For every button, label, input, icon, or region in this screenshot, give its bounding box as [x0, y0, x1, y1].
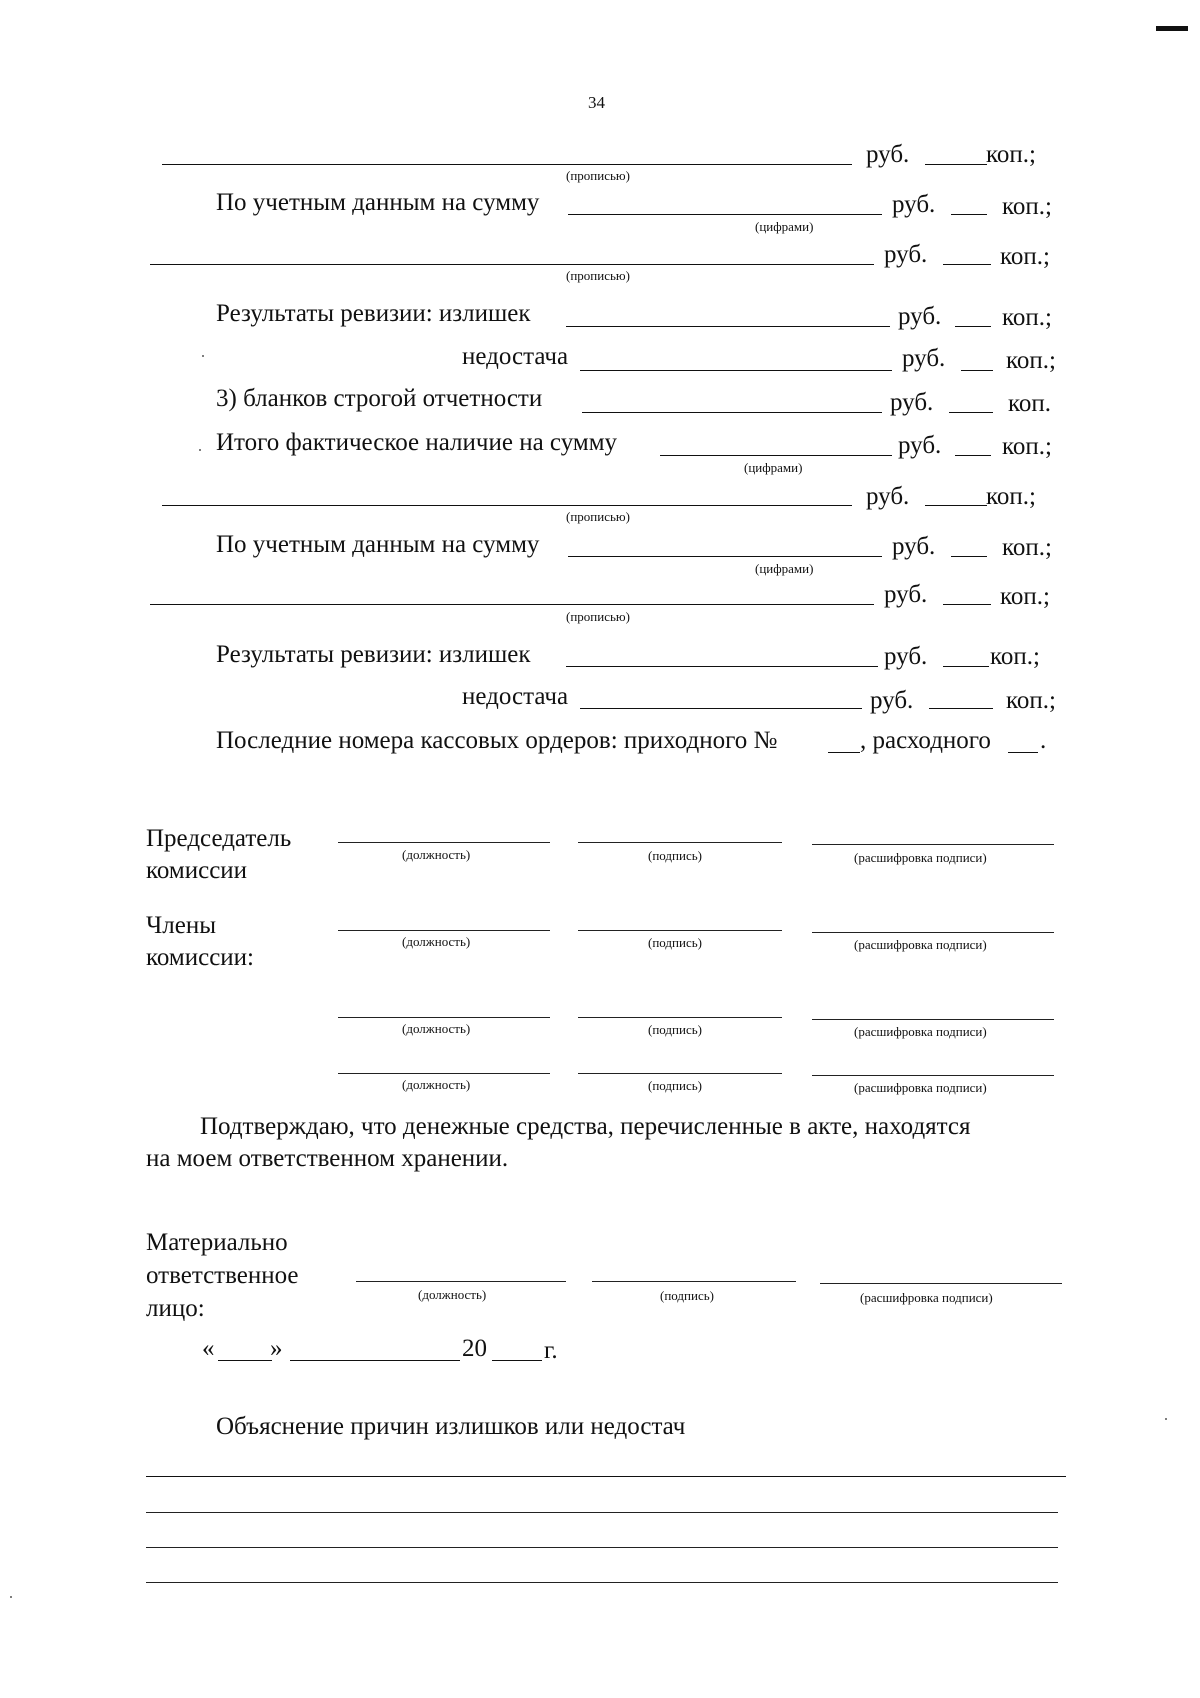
orders-label: Последние номера кассовых ордеров: приходного № [216, 727, 778, 754]
page-number: 34 [588, 93, 605, 112]
explanation-line [146, 1476, 1066, 1477]
confirm-text-2: на моем ответственном хранении. [146, 1145, 509, 1172]
confirm-text-1: Подтверждаю, что денежные средства, перечисленные в акте, находятся [200, 1113, 971, 1140]
amount-figures-line [568, 214, 882, 215]
blanks-line [582, 412, 882, 413]
year-prefix: 20 [462, 1335, 487, 1362]
nedostacha-label: недостача [462, 343, 569, 370]
caption-propisyu: (прописью) [566, 509, 630, 524]
caption-rasshifrovka: (расшифровка подписи) [854, 850, 987, 865]
amount-words-line [150, 604, 874, 605]
rub-label: руб. [884, 241, 928, 268]
responsible-label-1: Материально [146, 1229, 288, 1256]
decoding-line [812, 844, 1054, 845]
kop-line [955, 455, 991, 456]
surplus-line [566, 666, 878, 667]
izlishek-label: Результаты ревизии: излишек [216, 300, 531, 327]
incoming-order-line [828, 752, 860, 753]
signature-line [592, 1281, 796, 1282]
rub-label: руб. [898, 303, 942, 330]
kop-line [955, 326, 991, 327]
kop-label: коп.; [986, 483, 1036, 510]
total-figures-line [660, 455, 892, 456]
scan-speck [1165, 1418, 1167, 1420]
caption-dolzhnost: (должность) [418, 1287, 487, 1302]
caption-rasshifrovka: (расшифровка подписи) [854, 1080, 987, 1095]
rub-label: руб. [884, 643, 928, 670]
responsible-label-2: ответственное [146, 1262, 299, 1289]
kop-label: коп.; [986, 141, 1036, 168]
blanki-label: 3) бланков строгой отчетности [216, 385, 543, 412]
caption-dolzhnost: (должность) [402, 934, 471, 949]
members-label-2: комиссии: [146, 944, 254, 971]
kop-line [961, 370, 993, 371]
signature-line [578, 1073, 782, 1074]
shortage-line [580, 370, 892, 371]
caption-podpis: (подпись) [660, 1288, 714, 1303]
kop-line [925, 505, 987, 506]
rub-label: руб. [884, 581, 928, 608]
caption-podpis: (подпись) [648, 848, 702, 863]
scan-mark [1156, 26, 1188, 31]
kop-label: коп.; [990, 643, 1040, 670]
caption-propisyu: (прописью) [566, 268, 630, 283]
explanation-line [146, 1582, 1058, 1583]
signature-line [578, 842, 782, 843]
caption-dolzhnost: (должность) [402, 1021, 471, 1036]
position-line [338, 930, 550, 931]
kop-label: коп.; [1000, 243, 1050, 270]
kop-label: коп.; [1002, 193, 1052, 220]
responsible-label-3: лицо: [146, 1295, 205, 1322]
kop-line [951, 214, 987, 215]
year-suffix: г. [544, 1337, 558, 1364]
rub-label: руб. [902, 345, 946, 372]
signature-line [578, 1017, 782, 1018]
shortage-line [580, 708, 862, 709]
caption-tsiframi: (цифрами) [755, 561, 814, 576]
rub-label: руб. [866, 483, 910, 510]
kop-line [943, 604, 991, 605]
kop-line [943, 666, 989, 667]
decoding-line [812, 932, 1054, 933]
position-line [356, 1281, 566, 1282]
caption-podpis: (подпись) [648, 935, 702, 950]
signature-line [578, 930, 782, 931]
decoding-line [812, 1019, 1054, 1020]
uchet-label: По учетным данным на сумму [216, 189, 540, 216]
month-line [290, 1360, 460, 1361]
position-line [338, 1017, 550, 1018]
day-line [218, 1360, 272, 1361]
caption-propisyu: (прописью) [566, 609, 630, 624]
kop-line [929, 708, 993, 709]
caption-podpis: (подпись) [648, 1022, 702, 1037]
caption-dolzhnost: (должность) [402, 847, 471, 862]
surplus-line [566, 326, 890, 327]
amount-words-line [150, 264, 874, 265]
rub-label: руб. [870, 687, 914, 714]
caption-tsiframi: (цифрами) [744, 460, 803, 475]
decoding-line [812, 1075, 1054, 1076]
kop-label: коп.; [1006, 347, 1056, 374]
kop-label: коп. [1008, 390, 1052, 417]
explanation-title: Объяснение причин излишков или недостач [216, 1413, 686, 1440]
kop-line [951, 556, 987, 557]
kop-label: коп.; [1006, 687, 1056, 714]
date-close-quote: » [270, 1335, 283, 1362]
orders-mid-label: , расходного [860, 727, 991, 754]
caption-rasshifrovka: (расшифровка подписи) [860, 1290, 993, 1305]
decoding-line [820, 1283, 1062, 1284]
date-open-quote: « [202, 1335, 215, 1362]
kop-line [925, 164, 987, 165]
orders-end: . [1040, 727, 1047, 754]
rub-label: руб. [866, 141, 910, 168]
rub-label: руб. [892, 533, 936, 560]
rub-label: руб. [898, 432, 942, 459]
position-line [338, 842, 550, 843]
explanation-line [146, 1512, 1058, 1513]
rub-label: руб. [892, 191, 936, 218]
position-line [338, 1073, 550, 1074]
outgoing-order-line [1008, 752, 1038, 753]
scan-speck [202, 355, 204, 357]
amount-words-line [162, 505, 852, 506]
caption-tsiframi: (цифрами) [755, 219, 814, 234]
kop-line [943, 264, 991, 265]
rub-label: руб. [890, 389, 934, 416]
uchet-label: По учетным данным на сумму [216, 531, 540, 558]
scan-speck [10, 1596, 12, 1598]
kop-label: коп.; [1002, 304, 1052, 331]
chairman-label-1: Председатель [146, 825, 292, 852]
kop-label: коп.; [1002, 433, 1052, 460]
caption-propisyu: (прописью) [566, 168, 630, 183]
itogo-label: Итого фактическое наличие на сумму [216, 429, 618, 456]
caption-dolzhnost: (должность) [402, 1077, 471, 1092]
explanation-line [146, 1547, 1058, 1548]
izlishek-label: Результаты ревизии: излишек [216, 641, 531, 668]
caption-rasshifrovka: (расшифровка подписи) [854, 937, 987, 952]
chairman-label-2: комиссии [146, 857, 248, 884]
scan-speck [199, 449, 201, 451]
kop-label: коп.; [1000, 583, 1050, 610]
caption-rasshifrovka: (расшифровка подписи) [854, 1024, 987, 1039]
caption-podpis: (подпись) [648, 1078, 702, 1093]
nedostacha-label: недостача [462, 683, 569, 710]
members-label-1: Члены [146, 912, 216, 939]
amount-words-line [162, 164, 852, 165]
kop-line [949, 412, 993, 413]
amount-figures-line [568, 556, 882, 557]
year-line [492, 1360, 542, 1361]
kop-label: коп.; [1002, 534, 1052, 561]
